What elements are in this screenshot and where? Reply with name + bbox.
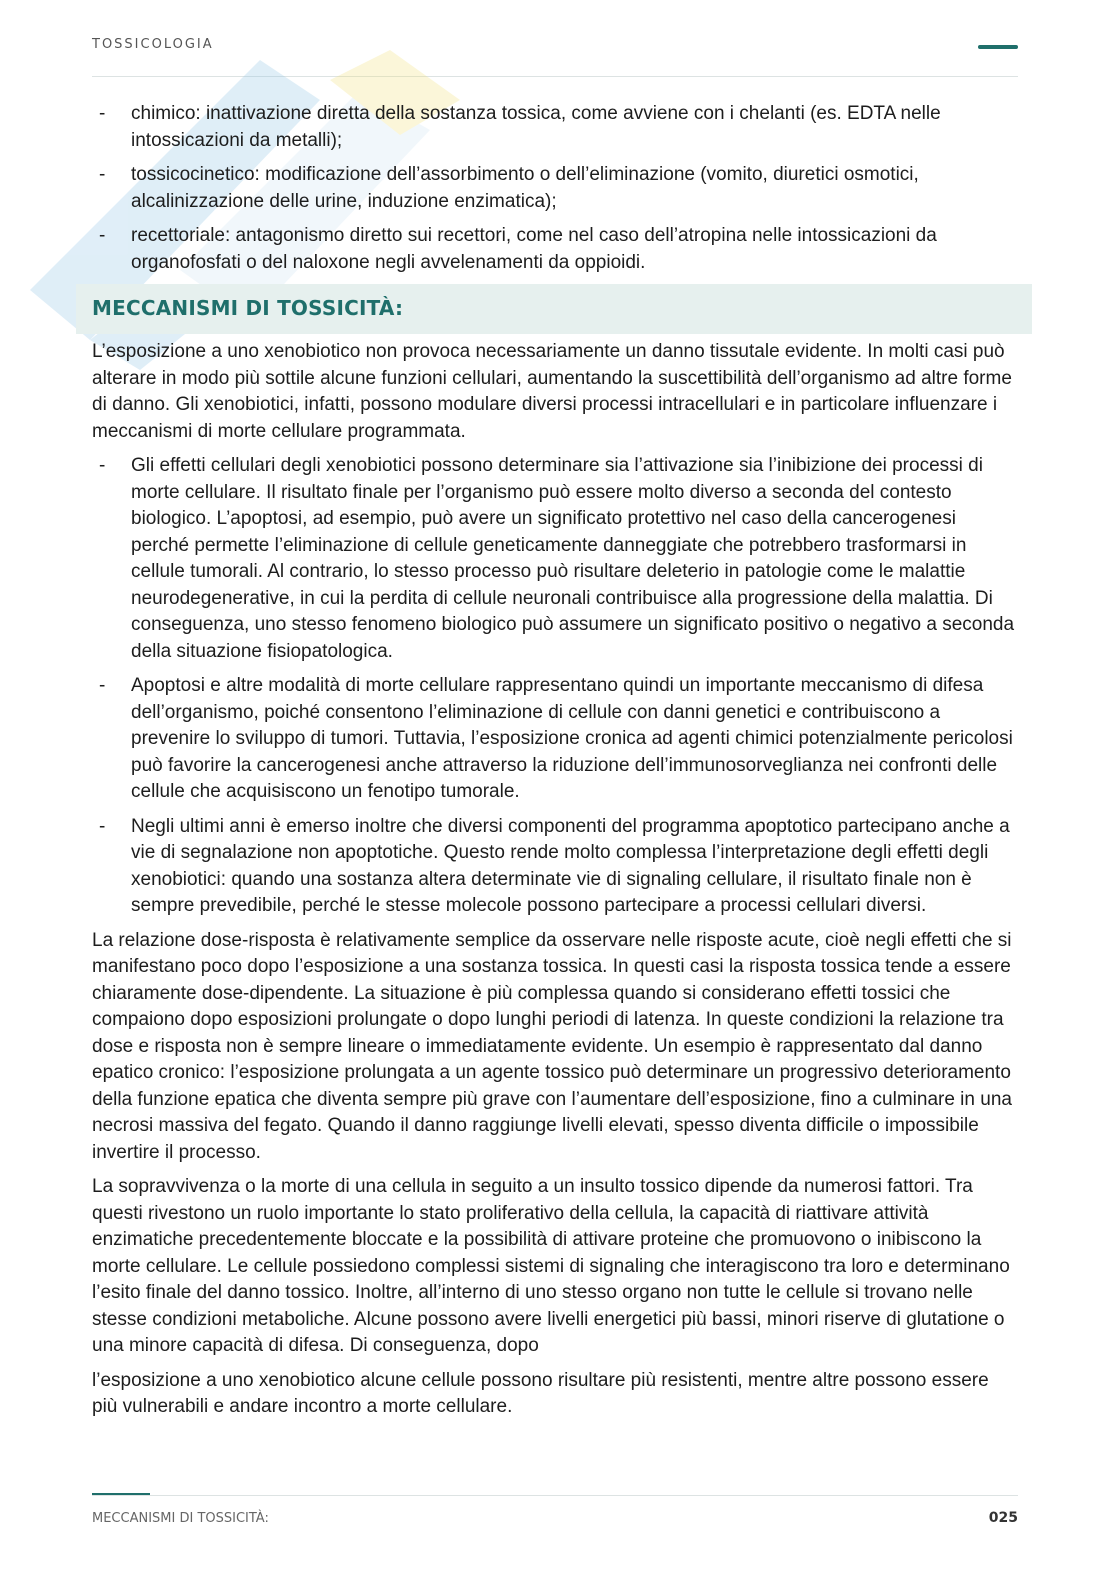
top-list — [92, 101, 1018, 284]
header-accent-bar — [978, 45, 1018, 49]
body-paragraph: La sopravvivenza o la morte di una cellula in seguito a un insulto tossico dipende da numerosi fattori. Tra questi rivestono un ruolo importante lo stato proliferativo della cellula, la capacità di riattivare attività enzimatiche precedentemente bloccate e la possibilità di attivare proteine che promuovono o inibiscono la morte cellulare. Le cellule possiedono complessi sistemi di signaling che interagiscono tra loro e determinano l’esito finale del danno tossico. Inoltre, all’interno di uno stesso organo non tutte le cellule si trovano nelle stesse condizioni metaboliche. Alcune possono avere livelli energetici più bassi, minori riserve di glutatione o una minore capacità di difesa. Di conseguenza, dopo — [92, 1176, 1010, 1356]
body-paragraph: La relazione dose-risposta è relativamente semplice da osservare nelle risposte acute, cioè negli effetti che si manifestano poco dopo l’esposizione a una sostanza tossica. In questi casi la risposta tossica tende a essere chiaramente dose-dipendente. La situazione è più complessa quando si considerano effetti tossici che compaiono dopo esposizioni prolungate o dopo lunghi periodi di latenza. In queste condizioni la relazione tra dose e risposta non è sempre lineare o immediatamente evidente. Un esempio è rappresentato dal danno epatico cronico: l’esposizione prolungata a un agente tossico può determinare un progressivo deterioramento della funzione epatica che diventa sempre più grave con l’aumentare dell’esposizione, fino a culminare in una necrosi massiva del fegato. Quando il danno raggiunge livelli elevati, spesso diventa difficile o impossibile invertire il processo. — [92, 929, 1012, 1163]
footer-section-title: MECCANISMI DI TOSSICITÀ: — [92, 1511, 269, 1526]
list-item: - Gli effetti cellulari degli xenobiotici possono determinare sia l’attivazione sia l’inibizione dei processi di morte cellulare. Il risultato finale per l’organismo può essere molto diverso a seconda del contesto biologico. L’apoptosi, ad esempio, può avere un significato protettivo nel caso della cancerogenesi perché permette l’eliminazione di cellule geneticamente danneggiate che potrebbero trasformarsi in cellule tumorali. Al contrario, lo stesso processo può risultare deleterio in patologie come le malattie neurodegenerative, in cui la perdita di cellule neuronali contribuisce alla progressione della malattia. Di conseguenza, uno stesso fenomeno biologico può assumere un significato positivo o negativo a seconda della situazione fisiopatologica. — [99, 455, 1015, 662]
list-item: - recettoriale: antagonismo diretto sui recettori, come nel caso dell’atropina nelle intossicazioni da organofosfati o del naloxone negli avvelenamenti da oppioidi. — [99, 225, 937, 273]
footer-divider — [92, 1495, 1018, 1496]
intro-paragraph: L’esposizione a uno xenobiotico non provoca necessariamente un danno tissutale evidente. In molti casi può alterare in modo più sottile alcune funzioni cellulari, aumentando la suscettibilità dell’organismo ad altre forme di danno. Gli xenobiotici, infatti, possono modulare diversi processi intracellulari e in particolare influenzare i meccanismi di morte cellulare programmata. — [92, 341, 1012, 442]
list-item: - Apoptosi e altre modalità di morte cellulare rappresentano quindi un importante meccanismo di difesa dell’organismo, poiché consentono l’eliminazione di cellule con danni genetici e contribuiscono a prevenire lo sviluppo di tumori. Tuttavia, l’esposizione cronica ad agenti chimici potenzialmente pericolosi può favorire la cancerogenesi anche attraverso la riduzione dell’immunosorveglianza nei confronti delle cellule che acquisiscono un fenotipo tumorale. — [99, 675, 1013, 802]
running-header-title: TOSSICOLOGIA — [92, 37, 214, 52]
page-number: 025 — [988, 1510, 1018, 1526]
header-divider — [92, 76, 1018, 77]
footer-accent-bar — [92, 1493, 150, 1495]
section-body — [92, 339, 1018, 1429]
list-item: - chimico: inattivazione diretta della sostanza tossica, come avviene con i chelanti (es. EDTA nelle intossicazioni da metalli); — [99, 103, 941, 151]
section-heading: MECCANISMI DI TOSSICITÀ: — [92, 296, 404, 320]
body-paragraph: l’esposizione a uno xenobiotico alcune cellule possono risultare più resistenti, mentre altre possono essere più vulnerabili e andare incontro a morte cellulare. — [92, 1369, 989, 1417]
list-item: - Negli ultimi anni è emerso inoltre che diversi componenti del programma apoptotico partecipano anche a vie di segnalazione non apoptotiche. Questo rende molto complessa l’interpretazione degli effetti degli xenobiotici: quando una sostanza altera determinate vie di signaling cellulare, il risultato finale non è sempre prevedibile, perché le stesse molecole possono partecipare a processi cellulari diversi. — [99, 815, 1010, 916]
list-item: - tossicocinetico: modificazione dell’assorbimento o dell’eliminazione (vomito, diuretici osmotici, alcalinizzazione delle urine, induzione enzimatica); — [99, 164, 919, 212]
